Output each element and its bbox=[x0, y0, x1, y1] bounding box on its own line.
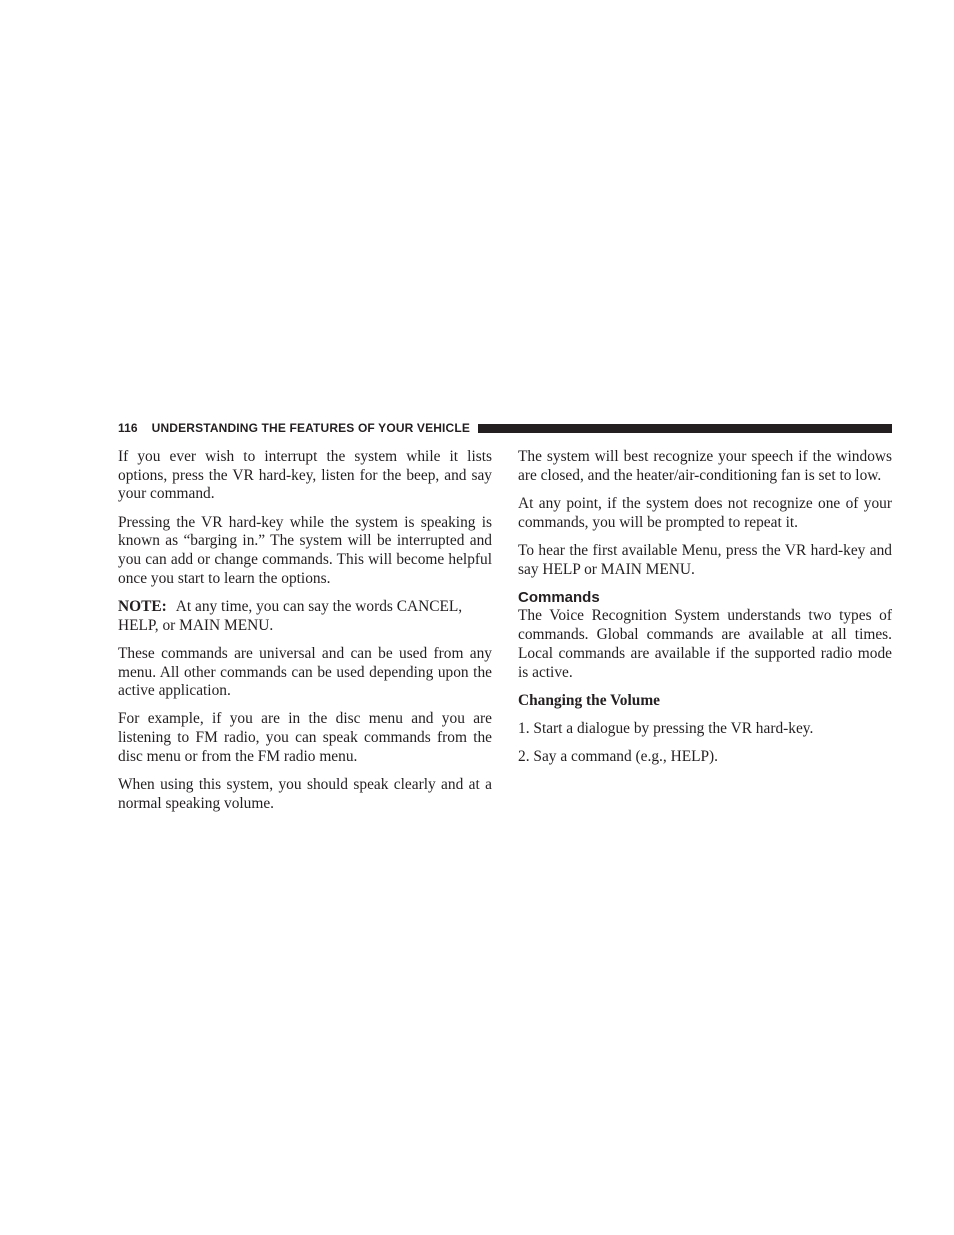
paragraph-interrupt: If you ever wish to interrupt the system while it lists options, press the VR hard-key, listen for the beep, and say your command. bbox=[118, 448, 492, 503]
paragraph-repeat: At any point, if the system does not recognize one of your commands, you will be prompted to repeat it. bbox=[518, 494, 892, 531]
header-rule bbox=[478, 424, 892, 433]
step-2: 2. Say a command (e.g., HELP). bbox=[518, 748, 719, 766]
page-number: 116 bbox=[118, 421, 138, 435]
note bbox=[118, 598, 492, 635]
paragraph-speak-clearly: When using this system, you should speak clearly and at a normal speaking volume. bbox=[118, 776, 492, 812]
paragraph-barging-in: Pressing the VR hard-key while the system is speaking is known as “barging in.” The system will be interrupted and you can add or change commands. This will become helpful once you start to learn the options. bbox=[118, 513, 492, 587]
step-1: 1. Start a dialogue by pressing the VR hard-key. bbox=[518, 719, 814, 737]
paragraph-recognition: The system will best recognize your speech if the windows are closed, and the heater/air-conditioning fan is set to low. bbox=[518, 448, 892, 484]
commands-heading: Commands bbox=[518, 588, 600, 606]
paragraph-example: For example, if you are in the disc menu and you are listening to FM radio, you can speak commands from the disc menu or from the FM radio menu. bbox=[118, 710, 492, 765]
note-label: NOTE: bbox=[118, 597, 167, 615]
chapter-title: UNDERSTANDING THE FEATURES OF YOUR VEHICLE bbox=[151, 421, 470, 435]
volume-heading: Changing the Volume bbox=[518, 691, 660, 709]
paragraph-first-menu: To hear the first available Menu, press the VR hard-key and say HELP or MAIN MENU. bbox=[518, 541, 892, 578]
right-column bbox=[518, 448, 892, 776]
note-text: At any time, you can say the words CANCEL, HELP, or MAIN MENU. bbox=[118, 597, 463, 634]
running-header bbox=[118, 420, 892, 436]
paragraph-universal-commands: These commands are universal and can be used from any menu. All other commands can be used depending upon the active application. bbox=[118, 644, 492, 700]
paragraph-commands: The Voice Recognition System understands two types of commands. Global commands are available at all times. Local commands are available if the supported radio mode is active. bbox=[518, 607, 892, 681]
left-column bbox=[118, 448, 492, 823]
